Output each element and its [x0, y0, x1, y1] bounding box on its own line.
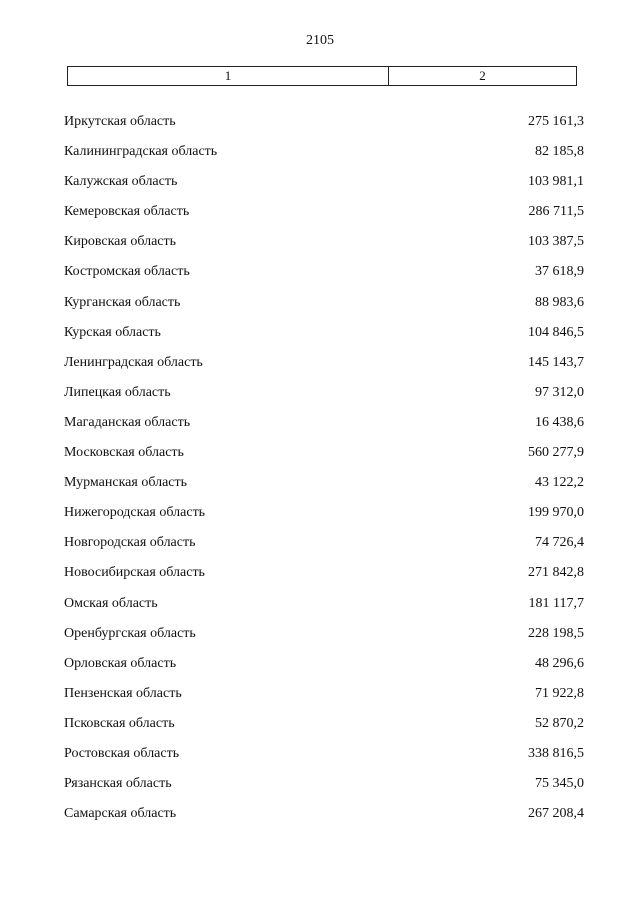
- table-row: [0, 262, 640, 292]
- table-row: [0, 353, 640, 383]
- table-row: [0, 654, 640, 684]
- region-amount: 71 922,8: [535, 685, 584, 701]
- region-name: Курская область: [64, 324, 161, 340]
- table-row: [0, 443, 640, 473]
- region-name: Магаданская область: [64, 414, 191, 430]
- region-amount: 275 161,3: [528, 114, 584, 129]
- region-amount: 560 277,9: [528, 445, 584, 461]
- table-row: [0, 383, 640, 413]
- table-row: [0, 172, 640, 202]
- region-name: Иркутская область: [64, 114, 176, 129]
- region-amount: 43 122,2: [535, 475, 584, 491]
- table-row: [0, 142, 640, 172]
- region-name: Кировская область: [64, 234, 177, 250]
- region-amount: 104 846,5: [528, 324, 584, 340]
- table-body: [0, 112, 640, 834]
- region-amount: 82 185,8: [535, 144, 584, 160]
- region-amount: 75 345,0: [535, 776, 584, 792]
- table-row: [0, 594, 640, 624]
- table-header: [67, 66, 577, 86]
- region-amount: 267 208,4: [528, 806, 584, 822]
- table-row: [0, 293, 640, 323]
- region-name: Новосибирская область: [64, 565, 205, 581]
- table-row: [0, 473, 640, 503]
- region-name: Липецкая область: [64, 384, 171, 400]
- table-row: [0, 714, 640, 744]
- region-name: Новгородская область: [64, 535, 196, 551]
- region-name: Ростовская область: [64, 745, 180, 761]
- region-amount: 145 143,7: [528, 354, 584, 370]
- column-header-1: 1: [68, 67, 389, 85]
- region-amount: 181 117,7: [528, 595, 584, 611]
- table-row: [0, 112, 640, 142]
- table-row: [0, 563, 640, 593]
- region-name: Калининградская область: [64, 144, 218, 160]
- table-row: [0, 684, 640, 714]
- region-amount: 74 726,4: [535, 535, 584, 551]
- region-name: Самарская область: [64, 806, 177, 822]
- region-name: Пензенская область: [64, 685, 182, 701]
- region-amount: 97 312,0: [535, 384, 584, 400]
- page-number: 2105: [306, 33, 334, 48]
- region-name: Омская область: [64, 595, 158, 611]
- region-amount: 338 816,5: [528, 745, 584, 761]
- region-name: Московская область: [64, 445, 184, 461]
- region-name: Рязанская область: [64, 776, 172, 792]
- region-amount: 88 983,6: [535, 294, 584, 310]
- table-row: [0, 744, 640, 774]
- region-amount: 103 387,5: [528, 234, 584, 250]
- region-name: Орловская область: [64, 655, 177, 671]
- region-amount: 48 296,6: [535, 655, 584, 671]
- region-amount: 103 981,1: [528, 174, 584, 190]
- region-amount: 37 618,9: [535, 264, 584, 280]
- table-row: [0, 503, 640, 533]
- table-row: [0, 232, 640, 262]
- region-name: Нижегородская область: [64, 505, 206, 521]
- region-amount: 228 198,5: [528, 625, 584, 641]
- region-name: Кемеровская область: [64, 204, 190, 220]
- region-amount: 199 970,0: [528, 505, 584, 521]
- region-name: Псковская область: [64, 715, 175, 731]
- table-row: [0, 774, 640, 804]
- table-row: [0, 202, 640, 232]
- region-name: Ленинградская область: [64, 354, 203, 370]
- region-name: Оренбургская область: [64, 625, 196, 641]
- table-row: [0, 413, 640, 443]
- table-row: [0, 624, 640, 654]
- region-amount: 286 711,5: [528, 204, 584, 220]
- region-amount: 16 438,6: [535, 414, 584, 430]
- region-name: Костромская область: [64, 264, 190, 280]
- column-header-2: 2: [479, 68, 486, 83]
- region-amount: 52 870,2: [535, 715, 584, 731]
- region-name: Калужская область: [64, 174, 178, 190]
- region-amount: 271 842,8: [528, 565, 584, 581]
- table-row: [0, 323, 640, 353]
- table-row: [0, 533, 640, 563]
- region-name: Курганская область: [64, 294, 181, 310]
- table-row: [0, 804, 640, 834]
- region-name: Мурманская область: [64, 475, 188, 491]
